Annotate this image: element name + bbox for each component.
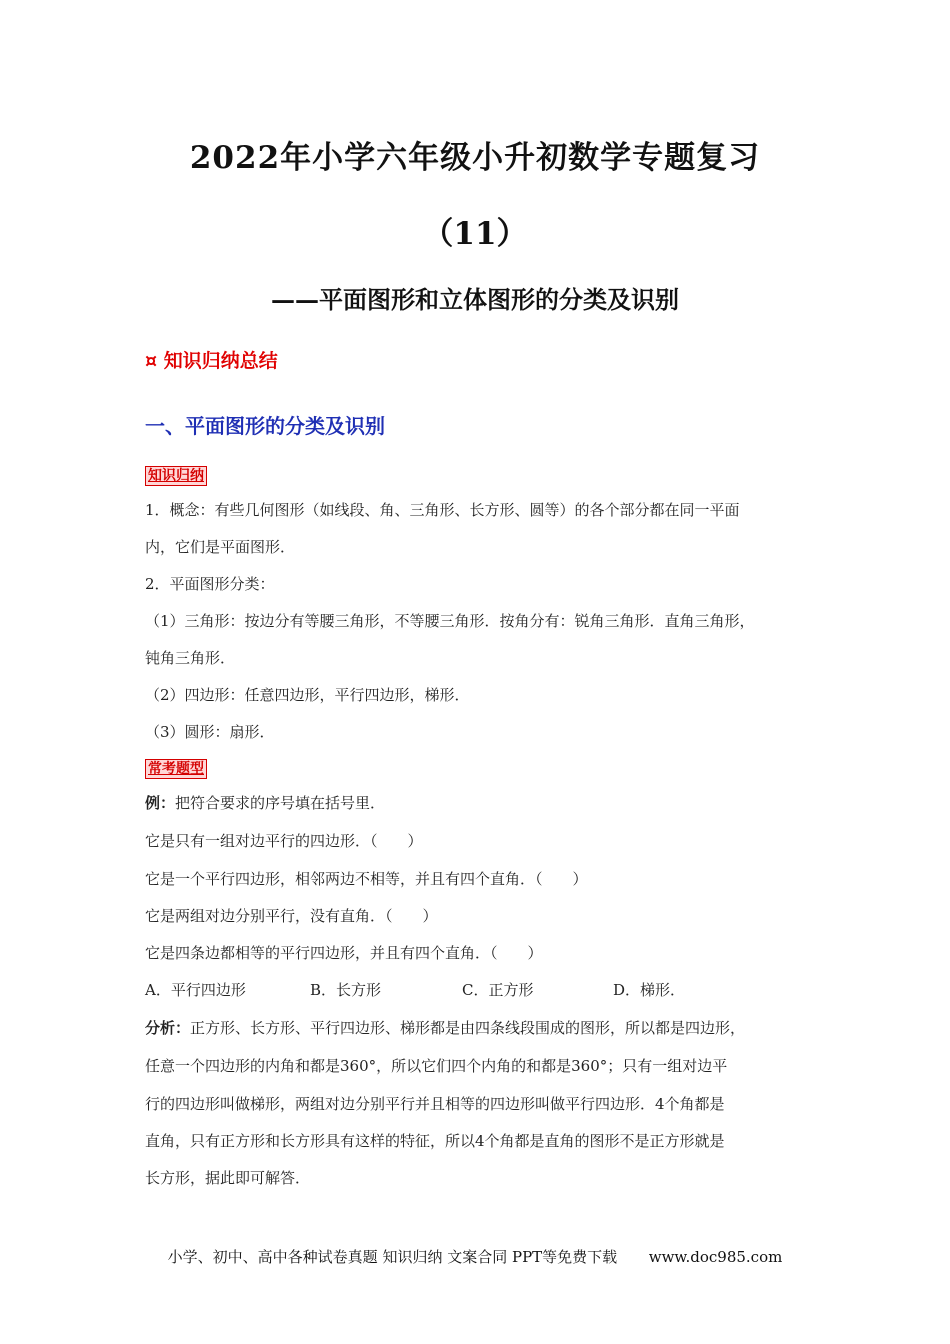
analysis-text: 正方形、长方形、平行四边形、梯形都是由四条线段围成的图形，所以都是四边形， [190, 1019, 746, 1037]
question-line: 它是两组对边分别平行，没有直角．（ ） [145, 907, 438, 925]
option-d: D．梯形． [613, 981, 686, 999]
analysis-line: 任意一个四边形的内角和都是360°，所以它们四个内角的和都是360°；只有一组对边平 [145, 1057, 728, 1075]
knowledge-line: 内，它们是平面图形． [145, 538, 296, 556]
document-title: 2022年小学六年级小升初数学专题复习 [189, 140, 761, 176]
example-label: 例： [145, 794, 176, 812]
example-line [145, 793, 385, 813]
question-line: 它是四条边都相等的平行四边形，并且有四个直角．（ ） [145, 944, 543, 962]
analysis-line: 直角，只有正方形和长方形具有这样的特征，所以4个角都是直角的图形不是正方形就是 [145, 1132, 725, 1150]
knowledge-line: 2．平面图形分类： [145, 575, 275, 593]
analysis-label: 分析： [145, 1019, 191, 1037]
document-subtitle: ——平面图形和立体图形的分类及识别 [271, 285, 679, 314]
option-b: B．长方形 [310, 981, 382, 999]
question-line: 它是一个平行四边形，相邻两边不相等，并且有四个直角．（ ） [145, 870, 588, 888]
knowledge-line: 1．概念：有些几何图形（如线段、角、三角形、长方形、圆等）的各个部分都在同一平面 [145, 501, 740, 519]
footer-url[interactable]: www.doc985.com [648, 1248, 783, 1266]
document-title-number: （11） [422, 216, 528, 252]
knowledge-line: （1）三角形：按边分有等腰三角形，不等腰三角形．按角分有：锐角三角形．直角三角形， [145, 612, 755, 630]
knowledge-line: （2）四边形：任意四边形，平行四边形，梯形． [145, 686, 470, 704]
option-a: A．平行四边形 [145, 981, 246, 999]
section1-heading: 一、平面图形的分类及识别 [145, 414, 385, 438]
question-line: 它是只有一组对边平行的四边形．（ ） [145, 832, 423, 850]
section-header: ¤ 知识归纳总结 [145, 350, 278, 372]
common-question-tag: 常考题型 [145, 759, 207, 779]
knowledge-line: （3）圆形：扇形． [145, 723, 275, 741]
footer-text: 小学、初中、高中各种试卷真题 知识归纳 文案合同 PPT等免费下载 [167, 1248, 618, 1266]
analysis-line: 长方形，据此即可解答． [145, 1169, 311, 1187]
analysis-line: 行的四边形叫做梯形，两组对边分别平行并且相等的四边形叫做平行四边形．4个角都是 [145, 1095, 725, 1113]
page-footer [0, 1246, 950, 1267]
knowledge-tag: 知识归纳 [145, 466, 207, 486]
option-c: C．正方形 [462, 981, 534, 999]
analysis-line [145, 1018, 745, 1038]
example-text: 把符合要求的序号填在括号里． [175, 794, 386, 812]
knowledge-line: 钝角三角形． [145, 649, 236, 667]
